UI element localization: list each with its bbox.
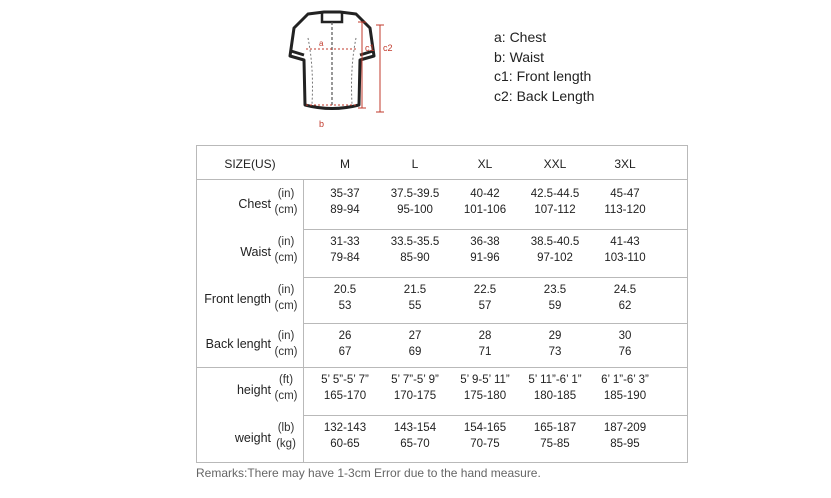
cell-value: 62 xyxy=(618,300,632,312)
cell-value: 35-37 xyxy=(330,188,360,200)
cell-value: 36-38 xyxy=(470,236,500,248)
remarks-note: Remarks:There may have 1-3cm Error due to the hand measure. xyxy=(196,466,541,480)
cell-value: 180-185 xyxy=(533,390,577,402)
header-m: M xyxy=(340,157,350,171)
table-cell xyxy=(380,282,450,314)
table-cell xyxy=(380,420,450,452)
header-divider xyxy=(197,179,687,180)
cell-value: 85-90 xyxy=(400,252,430,264)
cell-value: 75-85 xyxy=(540,438,570,450)
table-cell xyxy=(310,328,380,360)
table-row-group xyxy=(197,324,687,368)
cell-value: 101-106 xyxy=(463,204,507,216)
cell-value: 22.5 xyxy=(473,284,497,296)
table-cell xyxy=(450,372,520,404)
cell-value: 73 xyxy=(548,346,562,358)
table-cell xyxy=(380,234,450,266)
cell-value: 165-170 xyxy=(323,390,367,402)
unit-label: (in) xyxy=(277,236,295,248)
cell-value: 28 xyxy=(478,330,492,342)
label-c2: c2 xyxy=(383,43,393,53)
unit-label: (kg) xyxy=(276,438,296,450)
cell-value: 154-165 xyxy=(463,422,507,434)
row-label: Front length xyxy=(204,292,271,306)
unit-label: (cm) xyxy=(274,390,298,402)
unit-label: (cm) xyxy=(274,252,298,264)
table-cell xyxy=(380,372,450,404)
cell-value: 65-70 xyxy=(400,438,430,450)
legend-item-back-length: c2: Back Length xyxy=(494,87,595,104)
table-header-row xyxy=(197,146,687,180)
cell-value: 5’ 9-5’ 11” xyxy=(460,374,510,386)
cell-value: 95-100 xyxy=(397,204,433,216)
unit-labels xyxy=(271,328,301,360)
table-cell xyxy=(520,282,590,314)
cell-value: 97-102 xyxy=(537,252,573,264)
measurement-legend xyxy=(494,28,594,106)
table-cell xyxy=(310,282,380,314)
table-row-group xyxy=(197,278,687,324)
header-xxl: XXL xyxy=(543,157,567,171)
cell-value: 165-187 xyxy=(533,422,577,434)
cell-value: 6’ 1”-6’ 3” xyxy=(601,374,649,386)
table-cell xyxy=(450,328,520,360)
table-cell xyxy=(590,282,660,314)
cell-value: 42.5-44.5 xyxy=(530,188,580,200)
cell-value: 55 xyxy=(408,300,422,312)
unit-labels xyxy=(271,282,301,314)
cell-value: 170-175 xyxy=(393,390,437,402)
cell-value: 26 xyxy=(338,330,352,342)
unit-label: (ft) xyxy=(278,374,294,386)
table-cell xyxy=(310,186,380,218)
table-row-group xyxy=(197,416,687,464)
table-cell xyxy=(450,420,520,452)
table-cell xyxy=(590,186,660,218)
unit-label: (cm) xyxy=(274,204,298,216)
table-cell xyxy=(380,186,450,218)
jersey-diagram xyxy=(262,8,402,134)
table-cell xyxy=(310,420,380,452)
cell-value: 40-42 xyxy=(470,188,500,200)
cell-value: 107-112 xyxy=(534,204,576,216)
table-cell xyxy=(450,186,520,218)
cell-value: 85-95 xyxy=(610,438,640,450)
table-cell xyxy=(520,234,590,266)
table-cell xyxy=(520,328,590,360)
unit-labels xyxy=(271,372,301,404)
row-label: Back lenght xyxy=(205,337,271,351)
cell-value: 91-96 xyxy=(470,252,500,264)
table-cell xyxy=(520,186,590,218)
unit-label: (in) xyxy=(277,284,295,296)
row-label: weight xyxy=(234,431,271,445)
cell-value: 29 xyxy=(548,330,562,342)
header-3xl: 3XL xyxy=(614,157,636,171)
cell-value: 31-33 xyxy=(330,236,360,248)
cell-value: 5’ 11”-6’ 1” xyxy=(528,374,582,386)
row-label: Waist xyxy=(240,245,271,259)
cell-value: 143-154 xyxy=(393,422,437,434)
table-cell xyxy=(450,234,520,266)
cell-value: 23.5 xyxy=(543,284,567,296)
cell-value: 71 xyxy=(478,346,492,358)
unit-label: (cm) xyxy=(274,300,298,312)
cell-value: 59 xyxy=(548,300,562,312)
table-cell xyxy=(590,234,660,266)
cell-value: 175-180 xyxy=(463,390,507,402)
cell-value: 57 xyxy=(478,300,492,312)
table-cell xyxy=(310,372,380,404)
cell-value: 67 xyxy=(338,346,352,358)
unit-label: (in) xyxy=(277,188,295,200)
table-row-group xyxy=(197,368,687,416)
row-label: Chest xyxy=(238,197,271,211)
cell-value: 27 xyxy=(408,330,422,342)
table-cell xyxy=(590,420,660,452)
cell-value: 79-84 xyxy=(330,252,360,264)
cell-value: 5’ 7”-5’ 9” xyxy=(391,374,439,386)
cell-value: 33.5-35.5 xyxy=(390,236,440,248)
label-c1: c1 xyxy=(365,43,375,53)
cell-value: 60-65 xyxy=(330,438,360,450)
cell-value: 20.5 xyxy=(333,284,357,296)
size-chart-table xyxy=(196,145,688,463)
table-row-group xyxy=(197,230,687,278)
cell-value: 187-209 xyxy=(603,422,647,434)
cell-value: 41-43 xyxy=(610,236,640,248)
legend-item-waist: b: Waist xyxy=(494,48,545,65)
cell-value: 37.5-39.5 xyxy=(390,188,440,200)
cell-value: 76 xyxy=(618,346,632,358)
table-cell xyxy=(380,328,450,360)
cell-value: 70-75 xyxy=(470,438,500,450)
cell-value: 53 xyxy=(338,300,352,312)
unit-labels xyxy=(271,186,301,218)
table-cell xyxy=(450,282,520,314)
table-row-group xyxy=(197,182,687,230)
unit-label: (in) xyxy=(277,330,295,342)
table-cell xyxy=(590,372,660,404)
header-l: L xyxy=(411,157,419,171)
header-size-us: SIZE(US) xyxy=(224,157,276,171)
cell-value: 132-143 xyxy=(323,422,367,434)
table-cell xyxy=(590,328,660,360)
label-a: a xyxy=(319,39,324,48)
cell-value: 113-120 xyxy=(604,204,646,216)
unit-label: (cm) xyxy=(274,346,298,358)
legend-item-front-length: c1: Front length xyxy=(494,68,592,84)
cell-value: 30 xyxy=(618,330,632,342)
unit-label: (lb) xyxy=(277,422,295,434)
cell-value: 185-190 xyxy=(603,390,647,402)
cell-value: 24.5 xyxy=(613,284,637,296)
unit-labels xyxy=(271,420,301,452)
cell-value: 5’ 5”-5’ 7” xyxy=(321,374,369,386)
cell-value: 45-47 xyxy=(610,188,640,200)
legend-item-chest: a: Chest xyxy=(494,29,547,45)
table-cell xyxy=(520,372,590,404)
cell-value: 38.5-40.5 xyxy=(530,236,580,248)
cell-value: 103-110 xyxy=(604,252,646,264)
jersey-outline-icon xyxy=(262,8,402,134)
table-cell xyxy=(310,234,380,266)
label-b: b xyxy=(319,119,325,129)
cell-value: 89-94 xyxy=(330,204,360,216)
column-divider xyxy=(303,180,304,462)
cell-value: 69 xyxy=(408,346,422,358)
cell-value: 21.5 xyxy=(403,284,427,296)
header-xl: XL xyxy=(477,157,493,171)
table-cell xyxy=(520,420,590,452)
row-label: height xyxy=(236,383,271,397)
unit-labels xyxy=(271,234,301,266)
